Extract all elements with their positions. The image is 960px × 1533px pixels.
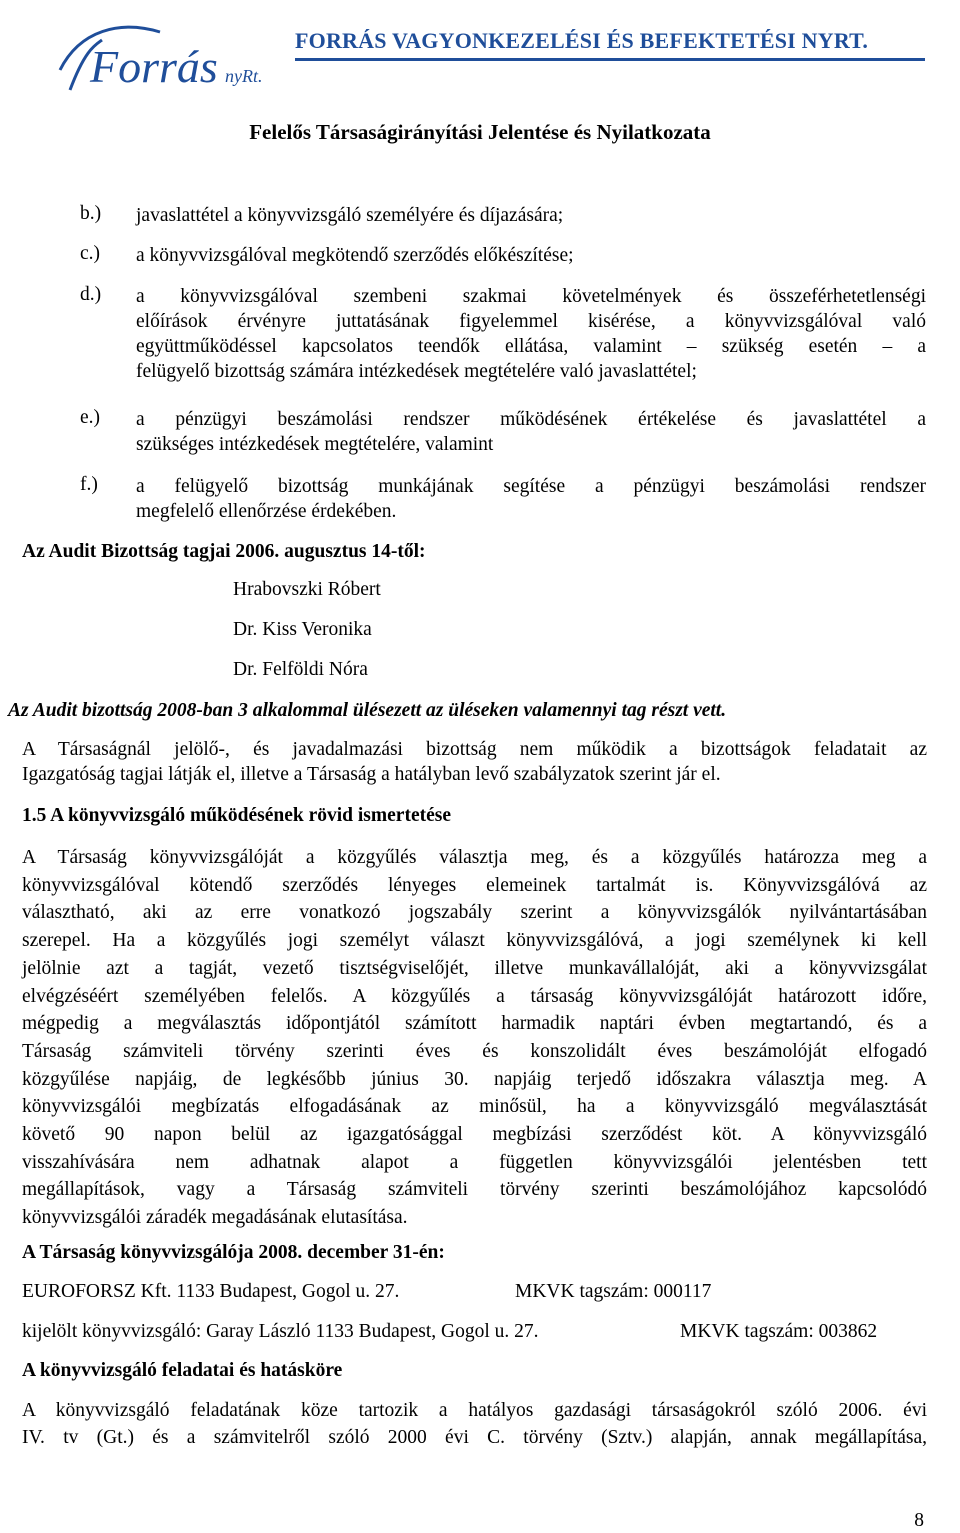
list-item (136, 203, 926, 228)
list-line: előírások érvényre juttatásának figyelemmel kisérése, a könyvvizsgálóval való (136, 311, 926, 332)
company-name: FORRÁS VAGYONKEZELÉSI ÉS BEFEKTETÉSI NYRT. (295, 28, 869, 53)
list-item (136, 243, 926, 268)
designated-auditor-mkvk: MKVK tagszám: 003862 (680, 1321, 878, 1342)
section-paragraph (22, 844, 927, 1232)
list-line: a felügyelő bizottság munkájának segítése a pénzügyi beszámolási rendszer (136, 476, 926, 497)
audit-member: Hrabovszki Róbert (233, 579, 381, 600)
paragraph-line: könyvvizsgálói megbízatás elfogadásának az minősül, ha a könyvvizsgáló megválasztását (22, 1096, 927, 1118)
document-title: Felelős Társaságirányítási Jelentése és Nyilatkozata (249, 120, 711, 144)
paragraph-line: Társaság számviteli törvény szerinti éves és konszolidált éves beszámolóját elfogadó (22, 1040, 927, 1062)
audit-member: Dr. Felföldi Nóra (233, 659, 368, 680)
header-rule (295, 58, 925, 61)
auditor-firm-mkvk: MKVK tagszám: 000117 (515, 1281, 712, 1302)
paragraph-line: IV. tv (Gt.) és a számvitelről szóló 2000 évi C. törvény (Sztv.) alapján, annak megállapítása, (22, 1427, 927, 1448)
list-label: f.) (80, 474, 98, 495)
paragraph-line: A könyvvizsgáló feladatának köze tartozik a hatályos gazdasági társaságokról szóló 2006. évi (22, 1400, 927, 1421)
paragraph (22, 737, 927, 787)
list-label: d.) (80, 284, 102, 305)
paragraph-line: A Társaság könyvvizsgálóját a közgyűlés választja meg, és a közgyűlés határozza meg a (22, 847, 927, 868)
logo-suffix: nyRt. (225, 66, 263, 86)
audit-heading: Az Audit Bizottság tagjai 2006. augusztus 14-től: (22, 541, 426, 562)
list-item (136, 284, 926, 384)
paragraph-line: könyvvizsgálói záradék megadásának elutasítása. (22, 1207, 408, 1229)
paragraph-line: megállapítások, vagy a Társaság számviteli törvény szerinti beszámolójához kapcsolódó (22, 1179, 927, 1201)
list-item (136, 474, 926, 524)
list-line: megfelelő ellenőrzése érdekében. (136, 501, 397, 522)
paragraph-line: közgyűlése napjáig, de legkésőbb június 30. napjáig terjedő időszakra választja meg. A (22, 1068, 927, 1090)
paragraph-line: szerepel. Ha a közgyűlés jogi személyt választ könyvvizsgálóvá, a jogi személynek ki kell (22, 930, 927, 952)
letterhead (10, 0, 950, 110)
paragraph-line: jelölnie azt a tagját, vezető tisztségviselőjét, illetve munkavállalóját, aki a könyvvizsgálat (22, 957, 927, 979)
list-label: e.) (80, 407, 101, 428)
auditor-heading: A Társaság könyvvizsgálója 2008. december 31-én: (22, 1242, 445, 1263)
section-heading: 1.5 A könyvvizsgáló működésének rövid ismertetése (22, 805, 451, 826)
audit-note: Az Audit bizottság 2008-ban 3 alkalommal ülésezett az üléseken valamennyi tag részt vett. (8, 700, 727, 721)
page-number: 8 (914, 1510, 924, 1531)
list-label: b.) (80, 203, 102, 224)
list-line: javaslattétel a könyvvizsgáló személyére és díjazására; (136, 205, 564, 226)
audit-member: Dr. Kiss Veronika (233, 619, 372, 640)
duties-heading: A könyvvizsgáló feladatai és hatásköre (22, 1360, 343, 1381)
duties-paragraph (22, 1397, 927, 1451)
list-item (136, 407, 926, 457)
paragraph-line: elvégzéséért személyében felelős. A közgyűlés a társaság könyvvizsgálóját határozott időre, (22, 985, 927, 1007)
paragraph-line: választható, aki az erre vonatkozó jogszabály szerint a könyvvizsgálók nyilvántartásában (22, 902, 927, 924)
list-line: a könyvvizsgálóval megkötendő szerződés előkészítése; (136, 245, 574, 266)
list-line: szükséges intézkedések megtételére, valamint (136, 434, 494, 455)
list-line: felügyelő bizottság számára intézkedések megtételére való javaslattétel; (136, 361, 697, 382)
paragraph-line: követő 90 napon belül az igazgatósággal megbízási szerződést köt. A könyvvizsgáló (22, 1124, 927, 1146)
logo-text: Forrás (90, 41, 218, 92)
designated-auditor: kijelölt könyvvizsgáló: Garay László 1133 Budapest, Gogol u. 27. (22, 1321, 539, 1342)
list-line: a pénzügyi beszámolási rendszer működésének értékelése és javaslattétel a (136, 409, 926, 430)
forras-logo (50, 10, 300, 100)
list-label: c.) (80, 243, 101, 264)
list-line: együttműködéssel kapcsolatos teendők ellátása, valamint – szükség esetén – a (136, 336, 926, 357)
paragraph-line: Igazgatóság tagjai látják el, illetve a Társaság a hatályban levő szabályzatok szerint jár el. (22, 764, 721, 785)
paragraph-line: könyvvizsgálóval kötendő szerződés lényeges elemeinek tartalmát is. Könyvvizsgálóvá az (22, 874, 927, 896)
paragraph-line: A Társaságnál jelölő-, és javadalmazási bizottság nem működik a bizottságok feladatait az (22, 739, 927, 760)
paragraph-line: visszahívására nem adhatnak alapot a független könyvvizsgálói jelentésben tett (22, 1151, 927, 1173)
list-line: a könyvvizsgálóval szembeni szakmai követelmények és összeférhetetlenségi (136, 286, 926, 307)
paragraph-line: mégpedig a megválasztás időpontjától számított harmadik naptári évben megtartandó, és a (22, 1013, 927, 1035)
auditor-firm: EUROFORSZ Kft. 1133 Budapest, Gogol u. 27. (22, 1281, 400, 1302)
